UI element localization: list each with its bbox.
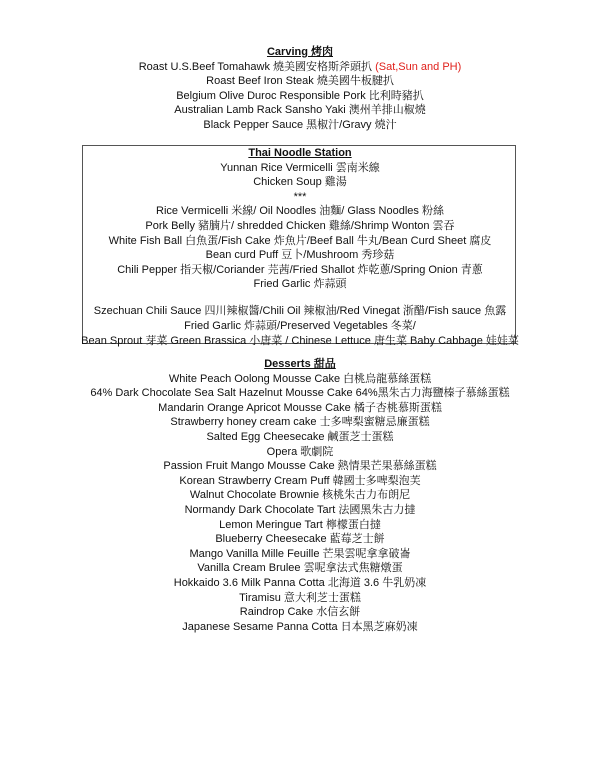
- dessert-item: Raindrop Cake 水信玄餅: [239, 606, 361, 619]
- menu-item-text: Roast U.S.Beef Tomahawk 燒美國安格斯斧頭扒: [138, 60, 373, 73]
- dessert-item: Vanilla Cream Brulee 雲呢拿法式焦糖燉蛋: [197, 562, 403, 575]
- menu-item: Bean curd Puff 豆卜/Mushroom 秀珍菇: [205, 249, 395, 262]
- dessert-item: White Peach Oolong Mousse Cake 白桃烏龍慕絲蛋糕: [168, 372, 432, 385]
- menu-item: Chicken Soup 雞湯: [253, 176, 347, 189]
- dessert-item: 64% Dark Chocolate Sea Salt Hazelnut Mousse Cake 64%黑朱古力海鹽榛子慕絲蛋糕: [90, 387, 510, 400]
- desserts-title: Desserts 甜品: [264, 358, 336, 370]
- condiment-item: Bean Sprout 芽菜 Green Brassica 小唐菜 / Chinese Lettuce 唐生菜 Baby Cabbage 娃娃菜: [81, 334, 519, 347]
- menu-item: [0, 60, 600, 75]
- condiment-item: Fried Garlic 炸蒜頭/Preserved Vegetables 冬菜/: [184, 320, 416, 333]
- condiment-item: Szechuan Chili Sauce 四川辣椒醬/Chili Oil 辣椒油/Red Vinegat 浙醋/Fish sauce 魚露: [93, 305, 507, 318]
- dessert-item: Walnut Chocolate Brownie 核桃朱古力布朗尼: [189, 489, 411, 502]
- dessert-item: Japanese Sesame Panna Cotta 日本黑芝麻奶凍: [182, 620, 418, 633]
- dessert-item: Opera 歌劇院: [266, 445, 334, 458]
- dessert-item: Mandarin Orange Apricot Mousse Cake 橘子杏桃慕斯蛋糕: [158, 401, 442, 414]
- menu-item: Roast Beef Iron Steak 燒美國牛板腱扒: [206, 75, 394, 88]
- menu-item: Australian Lamb Rack Sansho Yaki 澳州羊排山椒燒: [174, 104, 426, 117]
- thai-title: Thai Noodle Station: [248, 147, 352, 159]
- dessert-item: Passion Fruit Mango Mousse Cake 熱情果芒果慕絲蛋糕: [163, 460, 437, 473]
- menu-item: Black Pepper Sauce 黑椒汁/Gravy 燒汁: [203, 118, 397, 131]
- dessert-item: Lemon Meringue Tart 檸檬蛋白撻: [219, 518, 381, 531]
- availability-note: (Sat,Sun and PH): [375, 60, 462, 73]
- menu-item: Pork Belly 豬腩片/ shredded Chicken 雞絲/Shrimp Wonton 雲吞: [145, 219, 455, 232]
- dessert-item: Normandy Dark Chocolate Tart 法國黑朱古力撻: [184, 503, 416, 516]
- dessert-item: Salted Egg Cheesecake 鹹蛋芝士蛋糕: [206, 430, 394, 443]
- dessert-item: Tiramisu 意大利芝士蛋糕: [239, 591, 361, 604]
- dessert-item: Mango Vanilla Mille Feuille 芒果雲呢拿拿破崙: [189, 547, 411, 560]
- separator: ***: [293, 190, 307, 203]
- carving-title: Carving 烤肉: [266, 46, 333, 58]
- carving-section: [0, 45, 600, 133]
- menu-item: White Fish Ball 白魚蛋/Fish Cake 炸魚片/Beef Ball 牛丸/Bean Curd Sheet 腐皮: [108, 234, 492, 247]
- menu-item: Fried Garlic 炸蒜頭: [253, 278, 347, 291]
- menu-item: Rice Vermicelli 米線/ Oil Noodles 油麵/ Glass Noodles 粉絲: [156, 205, 444, 218]
- menu-item: Chili Pepper 指天椒/Coriander 芫茜/Fried Shallot 炸乾蔥/Spring Onion 青蔥: [117, 263, 483, 276]
- menu-item: Belgium Olive Duroc Responsible Pork 比利時豬扒: [176, 89, 424, 102]
- dessert-item: Hokkaido 3.6 Milk Panna Cotta 北海道 3.6 牛乳奶凍: [173, 576, 427, 589]
- desserts-section: [0, 357, 600, 634]
- dessert-item: Strawberry honey cream cake 士多啤梨蜜糖忌廉蛋糕: [170, 416, 430, 429]
- dessert-item: Blueberry Cheesecake 藍莓芝士餅: [215, 533, 385, 546]
- thai-section: [0, 146, 600, 348]
- dessert-item: Korean Strawberry Cream Puff 韓國士多啤梨泡芙: [179, 474, 421, 487]
- menu-item: Yunnan Rice Vermicelli 雲南米線: [220, 161, 380, 174]
